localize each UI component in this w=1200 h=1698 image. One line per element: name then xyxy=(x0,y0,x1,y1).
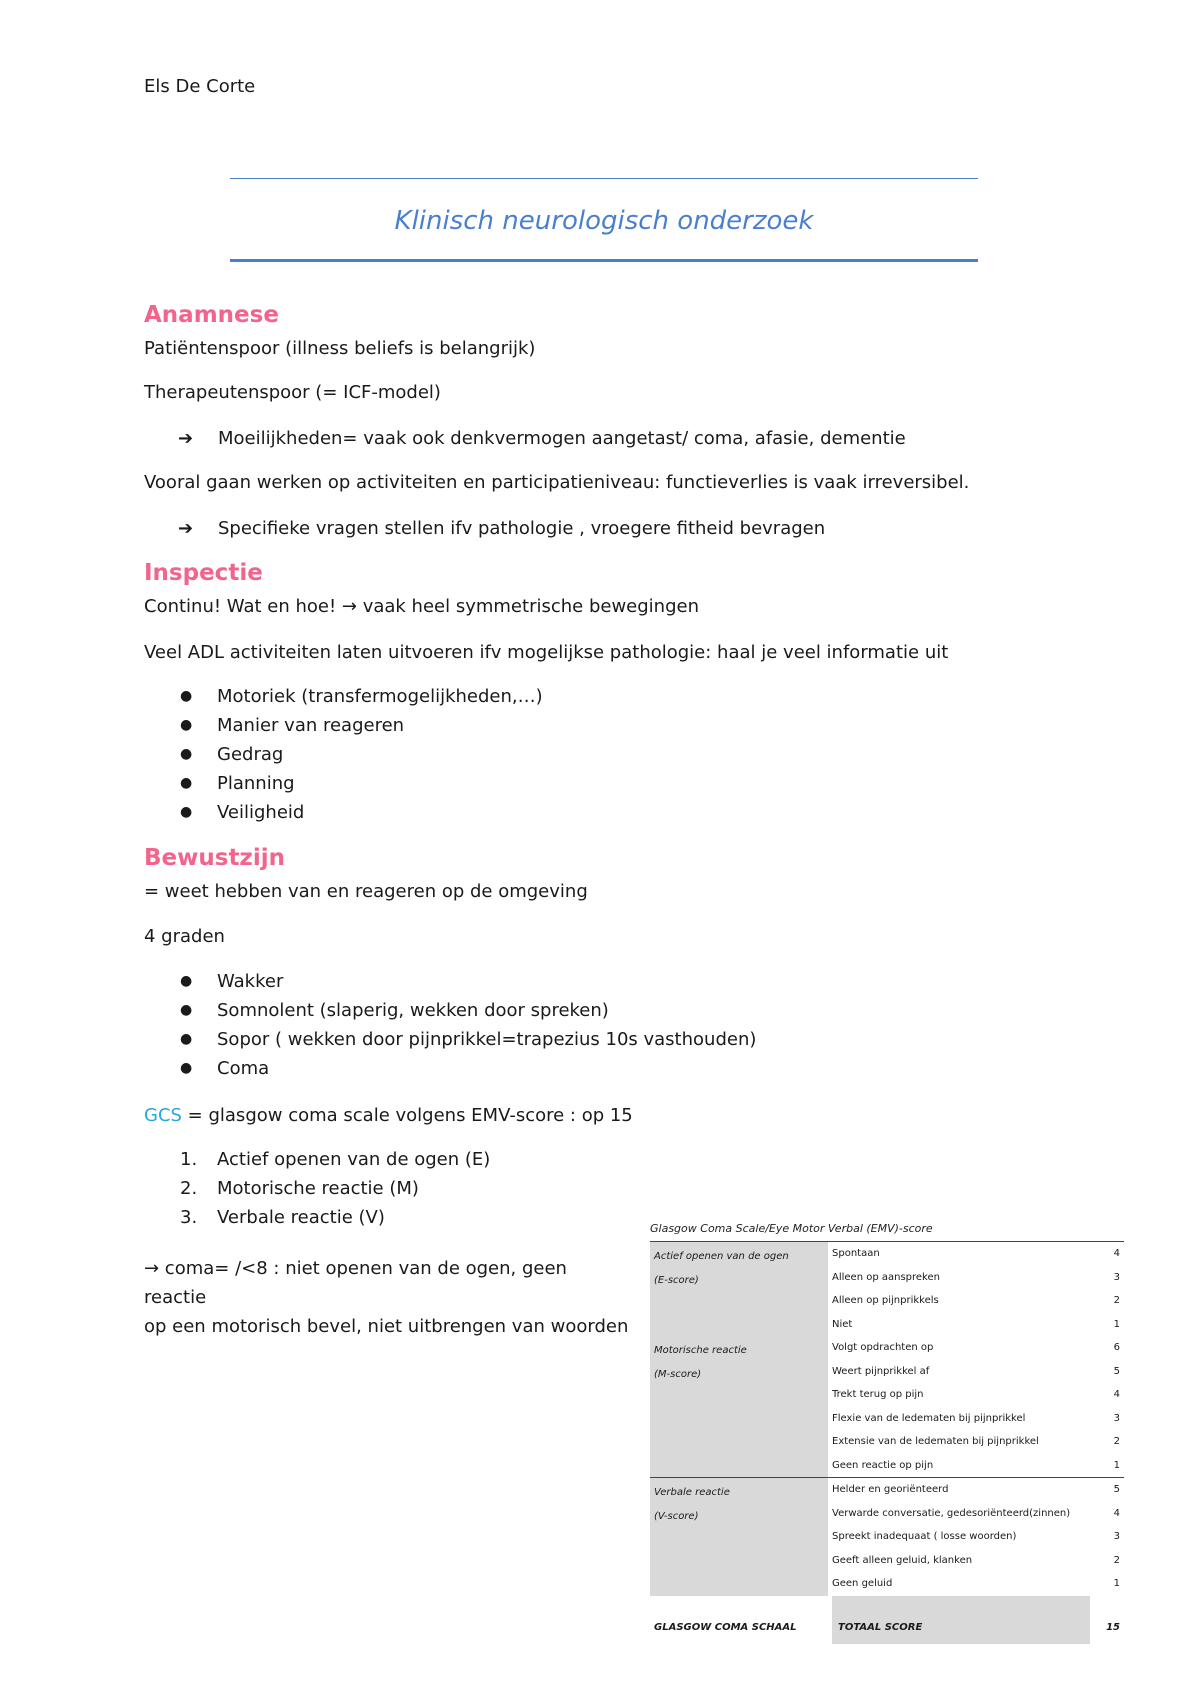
coma-paragraph xyxy=(144,1254,634,1341)
arrow-item xyxy=(178,428,906,449)
total-score-value: 15 xyxy=(1090,1596,1124,1644)
total-label: GLASGOW COMA SCHAAL xyxy=(654,1621,797,1633)
list-item xyxy=(180,1149,490,1178)
score-cell: 5 xyxy=(1086,1478,1124,1502)
arrow-icon: ➔ xyxy=(178,428,194,449)
paragraph: 4 graden xyxy=(144,926,225,947)
category-label: Motorische reactie xyxy=(654,1345,747,1356)
arrow-item-text: Moeilijkheden= vaak ook denkvermogen aangetast/ coma, afasie, dementie xyxy=(218,428,906,449)
list-number: 3. xyxy=(180,1207,198,1228)
paragraph: Therapeutenspoor (= ICF-model) xyxy=(144,382,441,403)
bullet-icon: ● xyxy=(180,1002,193,1018)
coma-line: → coma= /<8 : niet openen van de ogen, geen reactie xyxy=(144,1258,567,1308)
score-cell: 4 xyxy=(1113,1507,1120,1519)
response-cell: Extensie van de ledematen bij pijnprikkel xyxy=(832,1436,1039,1448)
bullet-icon: ● xyxy=(180,1031,193,1047)
list-item xyxy=(180,802,543,831)
score-cell: 3 xyxy=(1113,1531,1120,1543)
score-cell: 2 xyxy=(1113,1554,1120,1566)
category-code: (M-score) xyxy=(654,1368,702,1380)
list-item xyxy=(180,1207,490,1236)
document-title: Klinisch neurologisch onderzoek xyxy=(394,206,814,236)
heading-bewustzijn: Bewustzijn xyxy=(144,845,285,871)
response-cell: Geeft alleen geluid, klanken xyxy=(832,1554,973,1566)
bullet-icon: ● xyxy=(180,688,193,704)
list-item-text: Manier van reageren xyxy=(217,715,405,736)
list-item-text: Somnolent (slaperig, wekken door spreken) xyxy=(217,1000,609,1021)
list-number: 1. xyxy=(180,1149,198,1170)
bullet-icon: ● xyxy=(180,746,193,762)
list-item-text: Coma xyxy=(217,1058,270,1079)
gcs-table-figure xyxy=(650,1222,1124,1644)
score-cell: 3 xyxy=(1113,1271,1120,1283)
list-item-text: Motoriek (transfermogelijkheden,…) xyxy=(217,686,543,707)
response-cell: Alleen op pijnprikkels xyxy=(832,1295,939,1307)
list-item-text: Planning xyxy=(217,773,295,794)
response-cell: Niet xyxy=(832,1318,853,1330)
response-cell: Trekt terug op pijn xyxy=(832,1389,924,1401)
score-cell: 4 xyxy=(1113,1389,1120,1401)
bullet-icon: ● xyxy=(180,973,193,989)
total-score-label: TOTAAL SCORE xyxy=(832,1596,1090,1644)
response-cell: Alleen op aanspreken xyxy=(832,1271,940,1283)
score-cell: 2 xyxy=(1113,1436,1120,1448)
bullet-icon: ● xyxy=(180,1060,193,1076)
score-cell: 1 xyxy=(1113,1578,1120,1590)
list-item-text: Motorische reactie (M) xyxy=(217,1178,419,1199)
paragraph: Vooral gaan werken op activiteiten en participatieniveau: functieverlies is vaak irreversibel. xyxy=(144,472,970,493)
list-item-text: Wakker xyxy=(217,971,284,992)
arrow-item-text: Specifieke vragen stellen ifv pathologie , vroegere fitheid bevragen xyxy=(218,518,826,539)
table-row xyxy=(650,1242,1124,1266)
score-cell: 4 xyxy=(1086,1242,1124,1266)
gcs-table-title: Glasgow Coma Scale/Eye Motor Verbal (EMV)-score xyxy=(650,1222,933,1235)
response-cell: Flexie van de ledematen bij pijnprikkel xyxy=(832,1412,1026,1424)
score-cell: 2 xyxy=(1113,1295,1120,1307)
category-cell xyxy=(650,1242,828,1337)
arrow-item xyxy=(178,518,825,539)
category-cell xyxy=(650,1336,828,1478)
paragraph: Veel ADL activiteiten laten uitvoeren ifv mogelijkse pathologie: haal je veel informatie uit xyxy=(144,642,949,663)
bullet-list xyxy=(180,971,756,1087)
coma-line: op een motorisch bevel, niet uitbrengen van woorden xyxy=(144,1316,629,1337)
paragraph: Continu! Wat en hoe! → vaak heel symmetrische bewegingen xyxy=(144,596,699,617)
response-cell: Geen reactie op pijn xyxy=(832,1459,934,1471)
table-row xyxy=(650,1336,1124,1360)
score-cell: 6 xyxy=(1113,1342,1120,1354)
category-code: (V-score) xyxy=(654,1510,699,1522)
list-item xyxy=(180,1178,490,1207)
response-cell: Geen geluid xyxy=(832,1578,893,1590)
response-cell: Verwarde conversatie, gedesoriënteerd(zinnen) xyxy=(832,1507,1071,1519)
response-cell: Weert pijnprikkel af xyxy=(832,1365,930,1377)
paragraph: = weet hebben van en reageren op de omgeving xyxy=(144,881,588,902)
bullet-icon: ● xyxy=(180,804,193,820)
author-header: Els De Corte xyxy=(144,76,256,97)
total-row xyxy=(650,1596,1124,1644)
score-cell: 5 xyxy=(1113,1365,1120,1377)
list-item xyxy=(180,744,543,773)
gcs-table xyxy=(650,1241,1124,1596)
list-item-text: Actief openen van de ogen (E) xyxy=(217,1149,491,1170)
category-label: Verbale reactie xyxy=(654,1487,730,1498)
response-cell: Volgt opdrachten op xyxy=(832,1342,934,1354)
title-rule-bottom xyxy=(230,259,978,262)
score-cell: 1 xyxy=(1113,1459,1120,1471)
category-cell xyxy=(650,1478,828,1596)
response-cell: Helder en georiënteerd xyxy=(828,1478,1086,1502)
response-cell: Spreekt inadequaat ( losse woorden) xyxy=(832,1531,1017,1543)
response-cell: Spontaan xyxy=(828,1242,1086,1266)
bullet-icon: ● xyxy=(180,775,193,791)
title-rule-top xyxy=(230,178,978,179)
score-cell: 1 xyxy=(1113,1318,1120,1330)
list-item-text: Gedrag xyxy=(217,744,284,765)
bullet-list xyxy=(180,686,543,831)
heading-anamnese: Anamnese xyxy=(144,302,279,328)
score-cell: 3 xyxy=(1113,1412,1120,1424)
list-item xyxy=(180,971,756,1000)
list-item xyxy=(180,1058,756,1087)
list-item-text: Verbale reactie (V) xyxy=(217,1207,385,1228)
list-item xyxy=(180,773,543,802)
table-row xyxy=(650,1478,1124,1502)
gcs-paragraph xyxy=(144,1105,633,1126)
heading-inspectie: Inspectie xyxy=(144,560,263,586)
list-number: 2. xyxy=(180,1178,198,1199)
paragraph: Patiëntenspoor (illness beliefs is belangrijk) xyxy=(144,338,536,359)
arrow-icon: ➔ xyxy=(178,518,194,539)
category-label: Actief openen van de ogen xyxy=(654,1251,789,1262)
gcs-abbreviation: GCS xyxy=(144,1105,182,1126)
list-item xyxy=(180,686,543,715)
list-item xyxy=(180,715,543,744)
list-item xyxy=(180,1000,756,1029)
list-item-text: Veiligheid xyxy=(217,802,305,823)
numbered-list xyxy=(180,1149,490,1236)
bullet-icon: ● xyxy=(180,717,193,733)
gcs-description: = glasgow coma scale volgens EMV-score : op 15 xyxy=(181,1105,633,1126)
list-item-text: Sopor ( wekken door pijnprikkel=trapezius 10s vasthouden) xyxy=(217,1029,757,1050)
category-code: (E-score) xyxy=(654,1274,699,1286)
list-item xyxy=(180,1029,756,1058)
